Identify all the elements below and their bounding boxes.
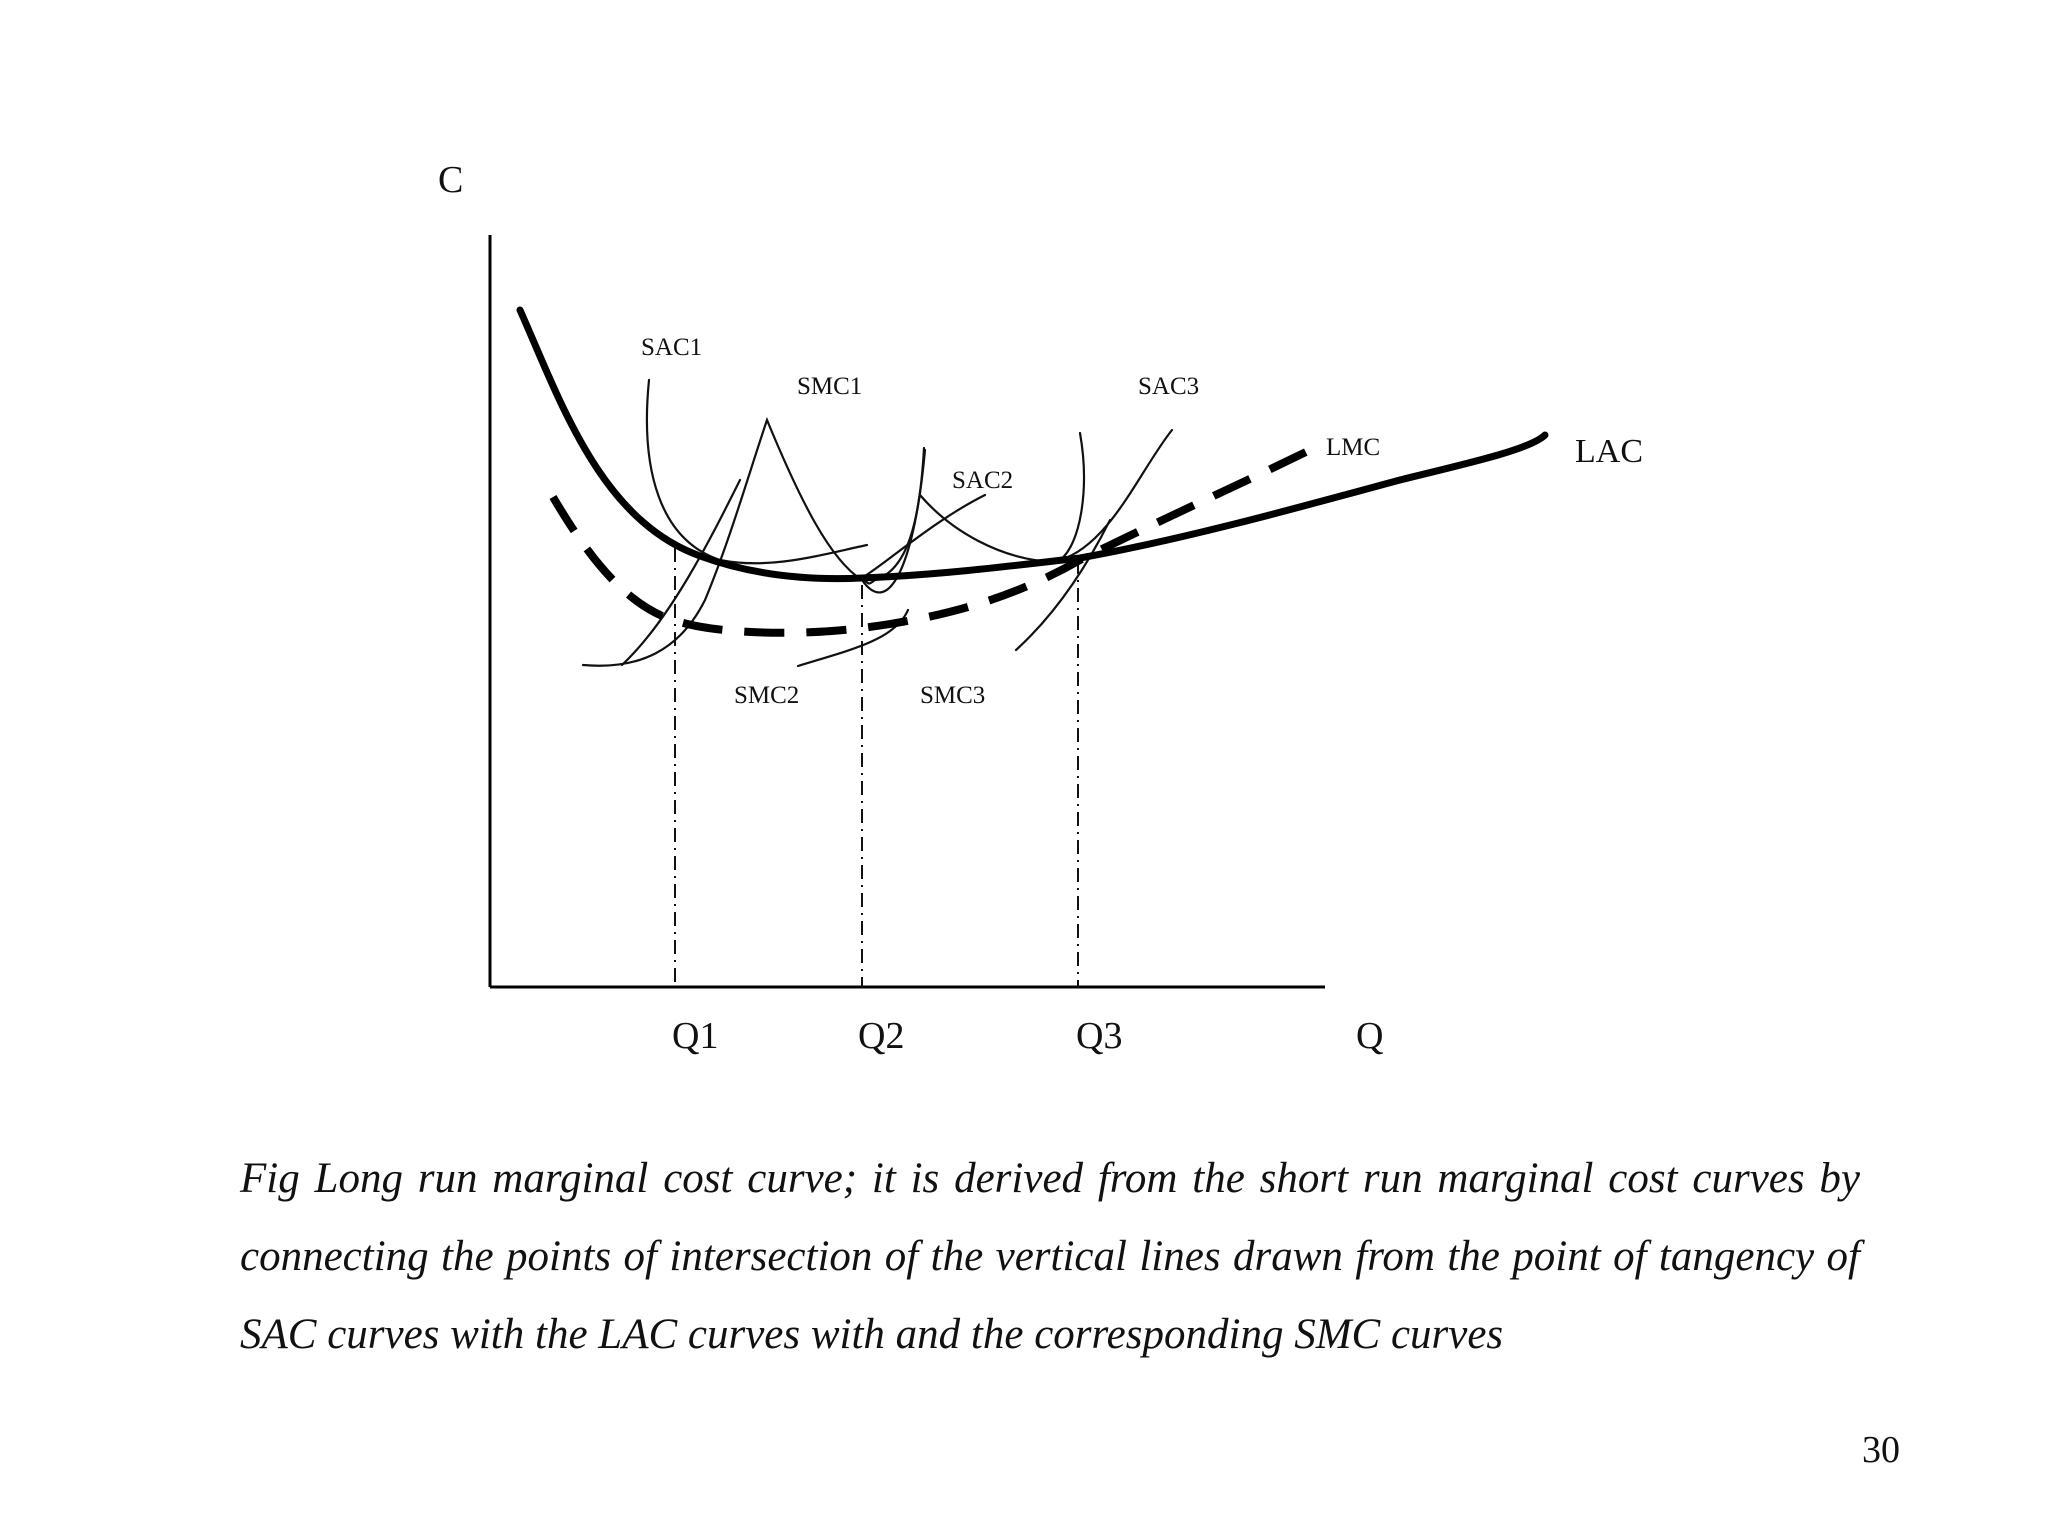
smc2-label: SMC2 [734, 682, 800, 709]
smc3-curve [1016, 520, 1110, 650]
sac2-label: SAC2 [952, 467, 1014, 494]
lac-label: LAC [1575, 433, 1643, 470]
page-number: 30 [1862, 1429, 1900, 1471]
tick-label-q3: Q3 [1076, 1015, 1123, 1057]
y-axis-label: C [438, 159, 464, 201]
sac1-label: SAC1 [641, 334, 703, 361]
figure-caption: Fig Long run marginal cost curve; it is derived from the short run marginal cost curves by connecting the points of intersection of the vertical lines drawn from the point of tangency of SAC curves with the LAC curves with and the corresponding SMC curves [240, 1155, 1860, 1358]
smc1-label: SMC1 [797, 373, 863, 400]
sac1-curve [647, 380, 867, 563]
sac3-label: SAC3 [1138, 373, 1200, 400]
tick-label-q1: Q1 [672, 1015, 719, 1057]
tick-label-q2: Q2 [858, 1015, 905, 1057]
x-axis-label: Q [1356, 1015, 1384, 1057]
smc3-label: SMC3 [920, 682, 986, 709]
lmc-label: LMC [1326, 434, 1381, 461]
